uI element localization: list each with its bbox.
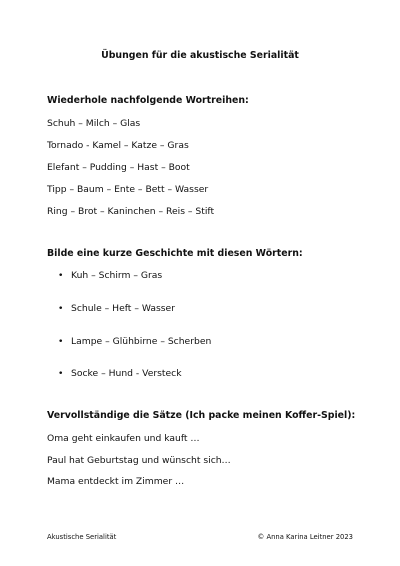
- list-item-text: Lampe – Glühbirne – Scherben: [71, 336, 212, 347]
- list-item: [58, 270, 162, 281]
- list-item-text: Kuh – Schirm – Gras: [71, 270, 163, 281]
- word-series-line: Tipp – Baum – Ente – Bett – Wasser: [47, 184, 209, 195]
- bullet-icon: •: [58, 270, 64, 281]
- word-series-line: Ring – Brot – Kaninchen – Reis – Stift: [47, 206, 215, 217]
- list-item-text: Schule – Heft – Wasser: [71, 303, 175, 314]
- word-series-line: Tornado - Kamel – Katze – Gras: [47, 140, 189, 151]
- section-heading-story: Bilde eine kurze Geschichte mit diesen Wörtern:: [47, 248, 303, 259]
- sentence-line: Mama entdeckt im Zimmer …: [47, 476, 185, 487]
- footer-left: Akustische Serialität: [47, 533, 117, 541]
- list-item-text: Socke – Hund - Versteck: [71, 368, 182, 379]
- list-item: [58, 336, 211, 347]
- section-heading-complete-sentences: Vervollständige die Sätze (Ich packe meinen Koffer-Spiel):: [47, 410, 356, 421]
- sentence-line: Paul hat Geburtstag und wünscht sich…: [47, 455, 231, 466]
- sentence-line: Oma geht einkaufen und kauft …: [47, 433, 200, 444]
- bullet-icon: •: [58, 303, 64, 314]
- word-series-line: Elefant – Pudding – Hast – Boot: [47, 162, 190, 173]
- page-title: Übungen für die akustische Serialität: [101, 50, 299, 61]
- bullet-icon: •: [58, 336, 64, 347]
- section-heading-word-series: Wiederhole nachfolgende Wortreihen:: [47, 95, 249, 106]
- word-series-line: Schuh – Milch – Glas: [47, 118, 141, 129]
- footer-right: © Anna Karina Leitner 2023: [257, 533, 353, 541]
- list-item: [58, 303, 175, 314]
- bullet-icon: •: [58, 368, 64, 379]
- list-item: [58, 368, 182, 379]
